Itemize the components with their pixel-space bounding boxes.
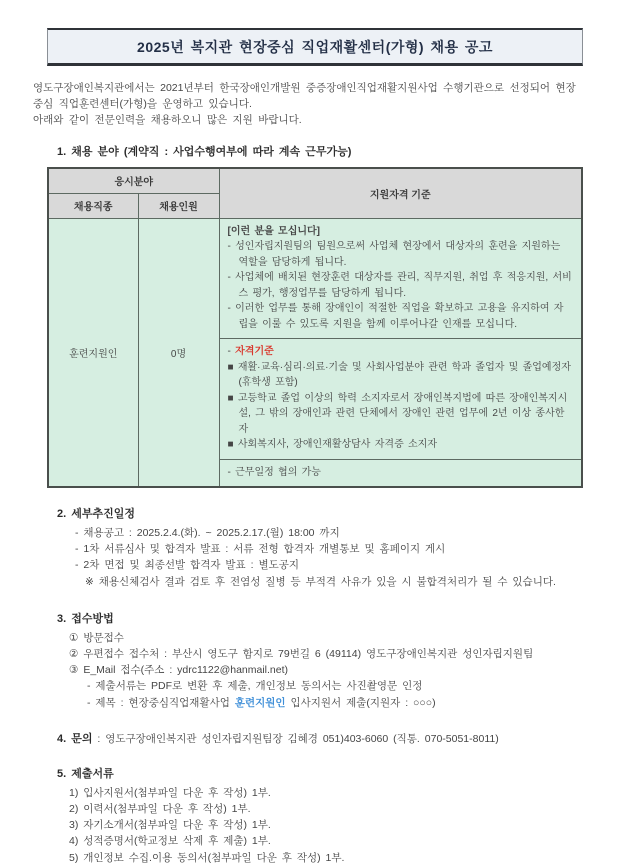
section-documents xyxy=(57,765,585,866)
table-header-job-type: 채용직종 xyxy=(48,193,138,218)
intro-line-2: 아래와 같이 전문인력을 채용하오니 많은 지원 바랍니다. xyxy=(33,114,302,126)
contact-line xyxy=(57,730,585,746)
table-header-apply-field: 응시분야 xyxy=(48,168,219,193)
recruit-table xyxy=(47,167,583,488)
table-header-qualification: 지원자격 기준 xyxy=(219,168,582,218)
intro-line-1: 영도구장애인복지관에서는 2021년부터 한국장애인개발원 중증장애인직업재활지원사업 수행기관으로 선정되어 현장중심 직업훈련센터(가형)을 운영하고 있습니다. xyxy=(33,82,576,110)
document-item: 1) 입사지원서(첨부파일 다운 후 작성) 1부. xyxy=(69,786,271,799)
description-item: - 이러한 업무를 통해 장애인이 적절한 직업을 확보하고 고용을 유지하여 자립을 이룰 수 있도록 지원을 함께 이루어나갈 인재를 모십니다. xyxy=(227,303,564,330)
contact-text: : 영도구장애인복지관 성인자립지원팀장 김혜경 051)403-6060 (직통. 070-5051-8011) xyxy=(92,732,499,745)
dash-prefix: - xyxy=(227,346,236,357)
document-item: 3) 자기소개서(첨부파일 다운 후 작성) 1부. xyxy=(69,819,271,832)
table-cell-description xyxy=(219,218,582,339)
subject-highlight-job-title: 훈련지원인 xyxy=(234,696,286,709)
qualification-item: ■ 사회복지사, 장애인재활상담사 자격증 소지자 xyxy=(227,439,437,450)
document-items xyxy=(57,785,585,866)
section-heading-documents: 5. 제출서류 xyxy=(57,767,114,780)
schedule-item: - 1차 서류심사 및 합격자 발표 : 서류 전형 합격자 개별통보 및 홈페이지 게시 xyxy=(75,543,446,556)
document-item: 2) 이력서(첨부파일 다운 후 작성) 1부. xyxy=(69,803,251,816)
schedule-items xyxy=(57,525,585,590)
section-heading-schedule: 2. 세부추진일정 xyxy=(57,508,135,520)
page-title: 2025년 복지관 현장중심 직업재활센터(가형) 채용 공고 xyxy=(137,38,493,55)
table-cell-headcount: 0명 xyxy=(138,218,219,487)
qualification-item: ■ 고등학교 졸업 이상의 학력 소지자로서 장애인복지법에 따른 장애인복지시설, 그 밖의 장애인과 관련 단체에서 장애인 관련 업무에 2년 이상 종사한 자 xyxy=(227,392,568,435)
section-heading-recruit-field: 1. 채용 분야 (계약직 : 사업수행여부에 따라 계속 근무가능) xyxy=(57,146,352,158)
section-heading-contact: 4. 문의 xyxy=(57,732,93,745)
apply-method-item: ③ E_Mail 접수(주소 : ydrc1122@hanmail.net) xyxy=(69,664,289,677)
description-title: [이런 분을 모십니다] xyxy=(227,225,321,237)
intro-paragraph xyxy=(33,80,585,128)
apply-method-sub-note: - 제출서류는 PDF로 변환 후 제출, 개인정보 동의서는 사진촬영문 인정 xyxy=(87,680,423,693)
table-cell-work-schedule-note: - 근무일정 협의 가능 xyxy=(219,459,582,487)
section-heading-apply-method: 3. 접수방법 xyxy=(57,612,114,625)
section-apply-method xyxy=(57,610,585,711)
schedule-note: ※ 채용신체검사 결과 검토 후 전염성 질병 등 부적격 사유가 있을 시 불합격처리가 될 수 있습니다. xyxy=(85,575,556,588)
qualification-label: 자격기준 xyxy=(235,346,274,357)
subject-suffix: 입사지원서 제출(지원자 : ○○○) xyxy=(285,696,436,709)
document-item: 4) 성적증명서(학교정보 삭제 후 제출) 1부. xyxy=(69,835,271,848)
subject-prefix: - 제목 : 현장중심직업재활사업 xyxy=(87,696,235,709)
apply-method-items xyxy=(57,630,585,711)
apply-method-item: ② 우편접수 접수처 : 부산시 영도구 함지로 79번길 6 (49114) 영도구장애인복지관 성인자립지원팀 xyxy=(69,648,534,661)
section-schedule xyxy=(57,505,585,590)
schedule-item: - 2차 면접 및 최종선발 합격자 발표 : 별도공지 xyxy=(75,559,300,572)
schedule-item: - 채용공고 : 2025.2.4.(화). ~ 2025.2.17.(월) 18:00 까지 xyxy=(75,527,340,539)
qualification-label-line xyxy=(228,344,573,360)
section-contact xyxy=(57,730,585,746)
apply-method-item: ① 방문접수 xyxy=(69,631,124,644)
table-cell-job-type: 훈련지원인 xyxy=(48,218,138,487)
qualification-item: ■ 재활·교육·심리·의료·기술 및 사회사업분야 관련 학과 졸업자 및 졸업예정자(휴학생 포함) xyxy=(227,361,571,388)
description-item: - 사업체에 배치된 현장훈련 대상자를 관리, 직무지원, 취업 후 적응지원, 서비스 평가, 행정업무를 담당하게 됩니다. xyxy=(227,272,572,299)
document-item: 5) 개인정보 수집.이용 동의서(첨부파일 다운 후 작성) 1부. xyxy=(69,851,345,864)
table-cell-qualification xyxy=(219,339,582,460)
apply-subject-line xyxy=(57,695,585,711)
table-header-headcount: 채용인원 xyxy=(138,193,219,218)
description-item: - 성인자립지원팀의 팀원으로써 사업체 현장에서 대상자의 훈련을 지원하는 역할을 담당하게 됩니다. xyxy=(227,241,561,268)
document-title-banner xyxy=(47,28,583,66)
